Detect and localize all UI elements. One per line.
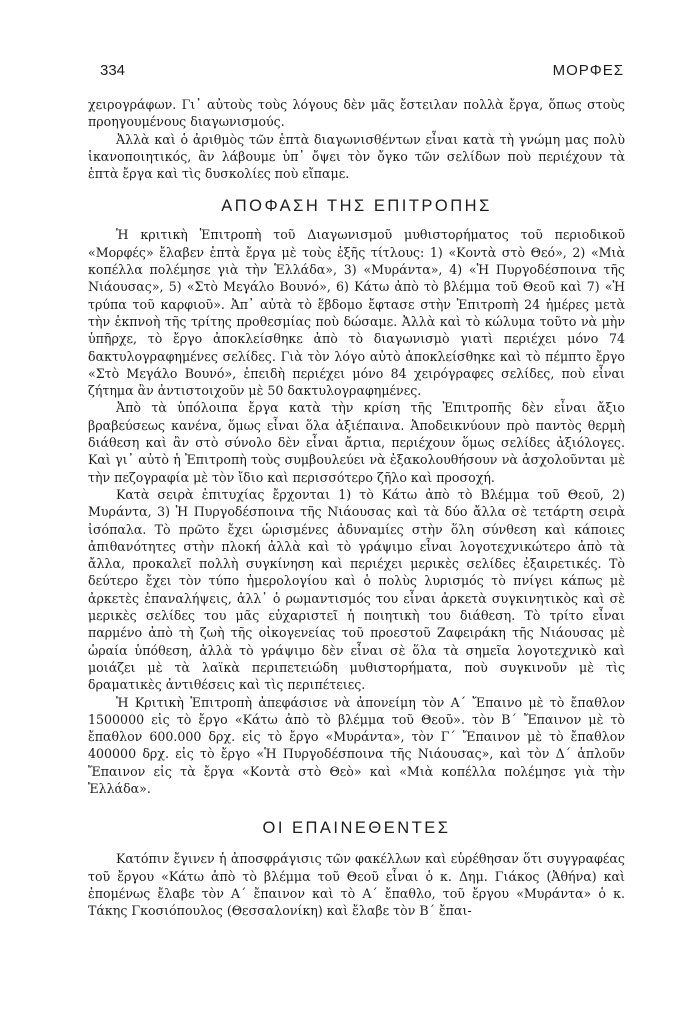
paragraph: Ἀλλὰ καὶ ὁ ἀριθμὸς τῶν ἑπτὰ διαγωνισθέντων εἶναι κατὰ τὴ γνώμη μας πολὺ ἱκανοποιητικός, ἂν λάβουμε ὑπ᾽ ὄψει τὸν ὄγκο τῶν σελίδων ποὺ περιέχουν τὰ ἑπτὰ ἔργα καὶ τὶς δυσκολίες ποὺ εἴπαμε. — [88, 131, 625, 182]
page-header — [100, 62, 624, 84]
paragraph: χειρογράφων. Γι᾽ αὐτοὺς τοὺς λόγους δὲν μᾶς ἔστειλαν πολλὰ ἔργα, ὅπως στοὺς προηγουμένους διαγωνισμούς. — [88, 97, 625, 130]
paragraph: Κατόπιν ἔγινεν ἡ ἀποσφράγισις τῶν φακέλλων καὶ εὑρέθησαν ὅτι συγγραφέας τοῦ ἔργου «Κάτω ἀπὸ τὸ βλέμμα τοῦ Θεοῦ εἶναι ὁ κ. Δημ. Γιάκος (Ἀθήνα) καὶ ἐπομένως ἔλαβε τὸν Α´ ἔπαινον καὶ τὸ Α´ ἔπαθλο, τοῦ ἔργου «Μυράντα» ὁ κ. Τάκης Γκοσιόπουλος (Θεσσαλονίκη) καὶ ἔλαβε τὸν Β´ ἔπαι- — [88, 851, 625, 919]
running-head: ΜΟΡΦΕΣ — [552, 62, 624, 79]
page-number: 334 — [100, 62, 126, 79]
page-content — [88, 96, 625, 919]
paragraph: Κατὰ σειρὰ ἐπιτυχίας ἔρχονται 1) τὸ Κάτω ἀπὸ τὸ Βλέμμα τοῦ Θεοῦ, 2) Μυράντα, 3) Ἡ Πυργοδέσποινα τῆς Νιάουσας καὶ τὰ δύο ἄλλα σὲ τετάρτη σειρὰ ἰσόπαλα. Τὸ πρῶτο ἔχει ὡρισμένες ἀδυναμίες στὴν ὅλη σύνθεση καὶ κάποιες ἀπιθανότητες στὴν πλοκή ἀλλὰ καὶ τὸ γράψιμο εἶναι λογοτεχνικώτερο ἀπὸ τὰ ἄλλα, προκαλεῖ πολλὴ συγκίνηση καὶ περιέχει μερικὲς σελίδες ἐξαιρετικές. Τὸ δεύτερο ἔχει τὸν τύπο ἡμερολογίου καὶ ὁ πολὺς λυρισμός τὸ πνίγει κάπως μὲ ἀρκετὲς ἐπαναλήψεις, ἀλλ᾽ ὁ ρωμαντισμός του εἶναι ἀρκετὰ συγκινητικὸς καὶ σὲ μερικὲς σελίδες του μᾶς εὐχαριστεῖ ἡ ποιητικὴ του διάθεση. Τὸ τρίτο εἶναι παρμένο ἀπὸ τὴ ζωὴ τῆς οἰκογενείας τοῦ προεστοῦ Ζαφειράκη τῆς Νιάουσας μὲ ὡραία ὑπόθεση, ἀλλὰ τὸ γράψιμο δὲν εἶναι σὲ ὅλα τὰ σημεῖα λογοτεχνικὸ καὶ μοιάζει μὲ τὰ λαϊκὰ περιπετειώδη μυθιστορήματα, ποὺ συγκινοῦν μὲ τὶς δραματικὲς ἀντιθέσεις καὶ τὶς περιπέτειες. — [88, 486, 625, 693]
section-heading: ΑΠΟΦΑΣΗ ΤΗΣ ΕΠΙΤΡΟΠΗΣ — [221, 197, 492, 216]
paragraph: Ἀπὸ τὰ ὑπόλοιπα ἔργα κατὰ τὴν κρίση τῆς Ἐπιτροπῆς δὲν εἶναι ἄξιο βραβεύσεως κανένα, ὅμως εἶναι ὅλα ἀξιέπαινα. Ἀποδεικνύουν πρὸ παντὸς θερμὴ διάθεση καὶ ἂν στὸ σύνολο δὲν εἶναι ἄρτια, περιέχουν ὅμως σελίδες ἀξιόλογες. Καὶ γι᾽ αὐτὸ ἡ Ἐπιτροπὴ τοὺς συμβουλεύει νὰ ἐξακολουθήσουν νὰ ἀσχολοῦνται μὲ τὴν πεζογραφία μὲ τὸν ἴδιο καὶ περισσότερο ζῆλο καὶ προσοχή. — [88, 400, 625, 485]
paragraph: Ἡ κριτικὴ Ἐπιτροπὴ τοῦ Διαγωνισμοῦ μυθιστορήματος τοῦ περιοδικοῦ «Μορφές» ἔλαβεν ἑπτὰ ἔργα μὲ τοὺς ἑξῆς τίτλους: 1) «Κοντὰ στὸ Θεό», 2) «Μιὰ κοπέλλα πολέμησε γιὰ τὴν Ἑλλάδα», 3) «Μυράντα», 4) «Ἡ Πυργοδέσποινα τῆς Νιάουσας», 5) «Στὸ Μεγάλο Βουνό», 6) Κάτω ἀπὸ τὸ βλέμμα τοῦ Θεοῦ καὶ 7) «Ἡ τρύπα τοῦ καρφιοῦ». Ἀπ᾽ αὐτὰ τὸ ἕβδομο ἔφτασε στὴν Ἐπιτροπὴ 24 ἡμέρες μετὰ τὴν ἐκπνοὴ τῆς τρίτης προθεσμίας ποὺ δώσαμε. Ἀλλὰ καὶ τὸ κώλυμα τοῦτο νὰ μὴν ὑπῆρχε, τὸ ἔργο ἀποκλείσθηκε ἀπὸ τὸ διαγωνισμὸ γιατὶ περιέχει μόνο 74 δακτυλογραφημένες σελίδες. Γιὰ τὸν λόγο αὐτὸ ἀποκλείσθηκε καὶ τὸ πέμπτο ἔργο «Στὸ Μεγάλο Βουνό», ἐπειδὴ περιέχει μόνο 84 χειρόγραφες σελίδες, ποὺ εἶναι ζήτημα ἂν ἀντιστοιχοῦν μὲ 50 δακτυλογραφημένες. — [88, 227, 625, 399]
paragraph: Ἡ Κριτικὴ Ἐπιτροπὴ ἀπεφάσισε νὰ ἀπονείμη τὸν Α´ Ἔπαινο μὲ τὸ ἔπαθλον 1500000 εἰς τὸ ἔργο «Κάτω ἀπὸ τὸ βλέμμα τοῦ Θεοῦ». τὸν Β´ Ἔπαινον μὲ τὸ ἔπαθλον 600.000 δρχ. εἰς τὸ ἔργο «Μυράντα», τὸν Γ´ Ἔπαινον μὲ τὸ ἔπαθλον 400000 δρχ. εἰς τὸ ἔργο «Ἡ Πυργοδέσποινα τῆς Νιάουσας», καὶ τὸν Δ´ ἁπλοῦν Ἔπαινον εἰς τὰ ἔργα «Κοντὰ στὸ Θεὸ» καὶ «Μιὰ κοπέλλα πολέμησε γιὰ τὴν Ἑλλάδα». — [88, 694, 625, 796]
section-heading: ΟΙ ΕΠΑΙΝΕΘΕΝΤΕΣ — [262, 819, 451, 838]
